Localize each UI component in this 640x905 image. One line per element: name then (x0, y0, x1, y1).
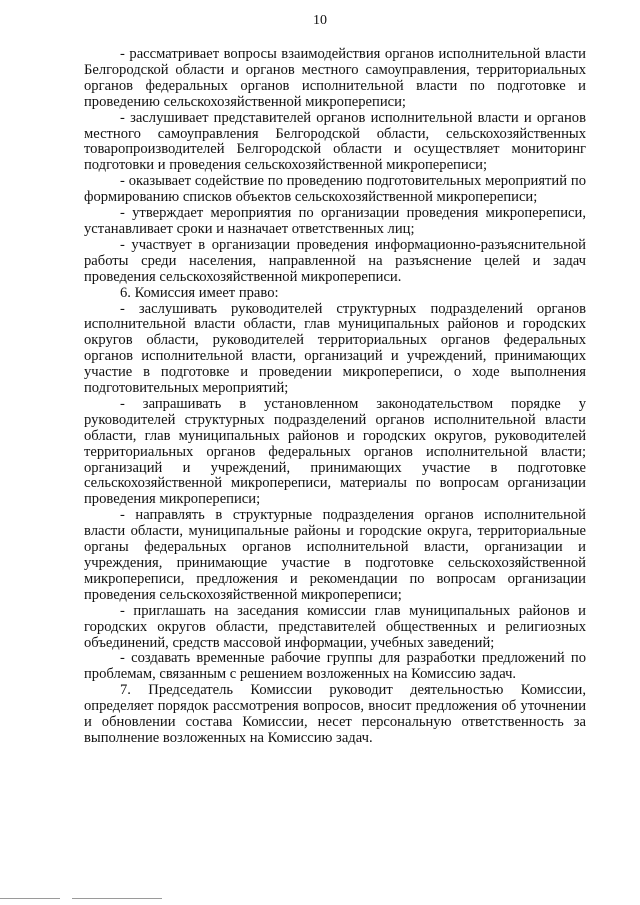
paragraph-duty-hearing: - заслушивает представителей органов исполнительной власти и органов местного самоуправления Белгородской области, сельскохозяйственных товаропроизводителей Белгородской области и осуществляет мониторинг подготовки и проведения сельскохозяйственной микропереписи; (84, 109, 586, 174)
section-heading-rights: 6. Комиссия имеет право: (120, 284, 279, 301)
page-number: 10 (313, 13, 327, 28)
paragraph-right-hear: - заслушивать руководителей структурных подразделений органов исполнительной власти области, глав муниципальных районов и городских округов области, руководителей территориальных органов федеральных органов исполнительной власти, организаций и учреждений, принимающих участие в подготовке и проведении микропереписи, о ходе выполнения подготовительных мероприятий; (84, 300, 586, 397)
document-body (84, 47, 586, 747)
paragraph-right-request: - запрашивать в установленном законодательством порядке у руководителей структурных подразделений органов исполнительной власти области, глав муниципальных районов и городских округов, руководителей территориальных органов федеральных органов исполнительной власти; организаций и учреждений, принимающих участие в подготовке сельскохозяйственной микропереписи, материалы по вопросам организации проведения микропереписи; (84, 395, 586, 508)
paragraph-right-send: - направлять в структурные подразделения органов исполнительной власти области, муниципальные районы и городские округа, территориальные органы федеральных органов исполнительной власти, организации и учреждения, принимающие участие в подготовке сельскохозяйственной микропереписи, предложения и рекомендации по вопросам организации проведения сельскохозяйственной микропереписи; (84, 507, 586, 603)
paragraph-duty-approval: - утверждает мероприятия по организации проведения микропереписи, устанавливает сроки и назначает ответственных лиц; (84, 205, 586, 237)
paragraph-right-invite: - приглашать на заседания комиссии глав муниципальных районов и городских округов области, представителей общественных и религиозных объединений, средств массовой информации, учебных заведений; (84, 602, 586, 651)
paragraph-duty-assistance: - оказывает содействие по проведению подготовительных мероприятий по формированию списков объектов сельскохозяйственной микропереписи; (84, 173, 586, 206)
footer-rule-left (0, 898, 60, 899)
paragraph-chairman: 7. Председатель Комиссии руководит деятельностью Комиссии, определяет порядок рассмотрения вопросов, вносит предложения об уточнении и обновлении состава Комиссии, несет персональную ответственность за выполнение возложенных на Комиссию задач. (84, 682, 586, 746)
paragraph-right-groups: - создавать временные рабочие группы для разработки предложений по проблемам, связанным с решением возложенных на Комиссию задач. (84, 650, 586, 683)
footer-rule-right (72, 898, 162, 899)
paragraph-duty-interaction: - рассматривает вопросы взаимодействия органов исполнительной власти Белгородской области и органов местного самоуправления, территориальных органов федеральных органов исполнительной власти по подготовке и проведению сельскохозяйственной микропереписи; (84, 46, 586, 110)
paragraph-duty-information: - участвует в организации проведения информационно-разъяснительной работы среди населения, направленной на разъяснение целей и задач проведения сельскохозяйственной микропереписи. (84, 236, 586, 285)
